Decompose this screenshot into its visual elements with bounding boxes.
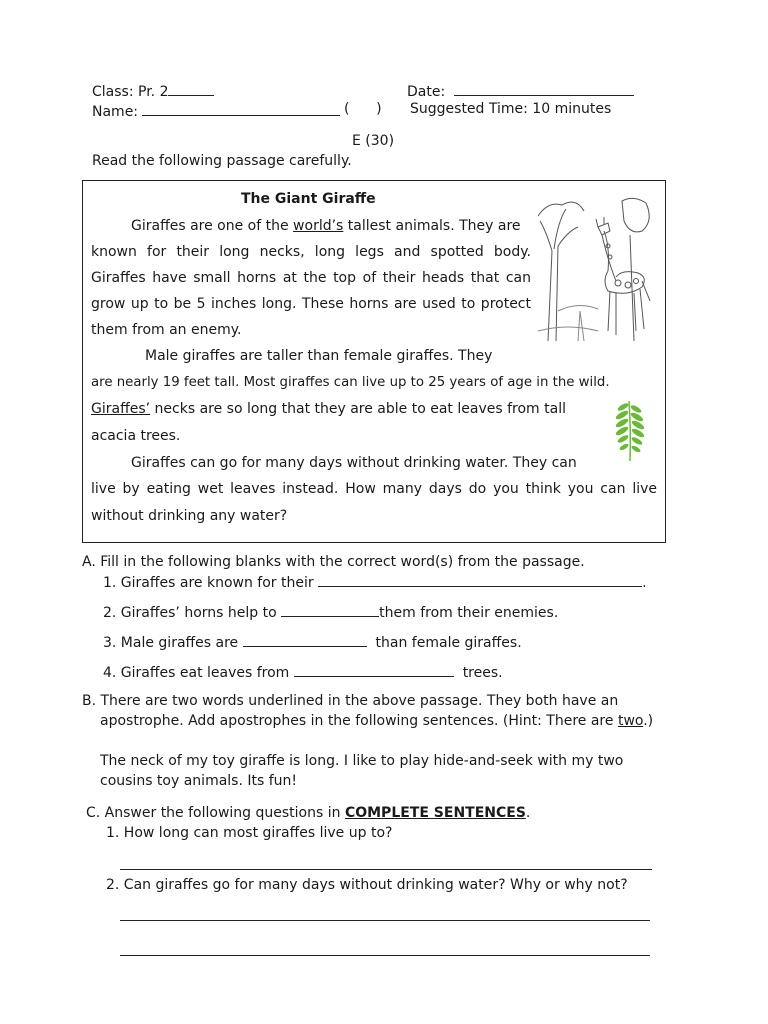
underlined-worlds: world’s [293, 218, 344, 234]
passage-line-4: grow up to be 5 inches long. These horns are used to protect [91, 296, 531, 312]
section-b-line-1: B. There are two words underlined in the above passage. They both have an [82, 693, 619, 709]
passage-box [82, 180, 666, 543]
name-blank[interactable] [142, 101, 340, 116]
section-c-heading: C. Answer the following questions in COMPLETE SENTENCES. [86, 805, 531, 821]
question-a2: 2. Giraffes’ horns help to them from their enemies. [103, 605, 559, 621]
passage-line-11: live by eating wet leaves instead. How many days do you think you can live [91, 481, 657, 497]
acacia-leaf-icon [613, 399, 647, 463]
answer-line-c2b[interactable] [120, 955, 650, 956]
answer-blank-a3[interactable] [243, 634, 367, 647]
class-label: Class: Pr. 2 [92, 81, 214, 100]
class-blank[interactable] [168, 81, 214, 96]
worksheet-code: E (30) [352, 133, 395, 149]
answer-blank-a1[interactable] [318, 574, 642, 587]
answer-blank-a4[interactable] [294, 664, 454, 677]
question-a4: 4. Giraffes eat leaves from trees. [103, 665, 503, 681]
passage-line-1: Giraffes are one of the world’s tallest animals. They are [131, 218, 521, 234]
name-label: Name: [92, 101, 340, 120]
suggested-time: Suggested Time: 10 minutes [410, 101, 612, 117]
underlined-two: two [617, 713, 644, 729]
underlined-giraffes: Giraffes’ [91, 401, 151, 417]
answer-blank-a2[interactable] [281, 604, 379, 617]
passage-line-12: without drinking any water? [91, 508, 288, 524]
section-b-line-2: apostrophe. Add apostrophes in the following sentences. (Hint: There are two.) [100, 713, 654, 729]
question-c1: 1. How long can most giraffes live up to? [106, 825, 393, 841]
class-number-paren: ( ) [344, 101, 382, 117]
giraffe-illustration [538, 191, 656, 341]
passage-line-7: are nearly 19 feet tall. Most giraffes can live up to 25 years of age in the wild. [91, 375, 610, 390]
passage-line-9: acacia trees. [91, 428, 181, 444]
answer-line-c2a[interactable] [120, 920, 650, 921]
date-blank[interactable] [454, 81, 634, 96]
question-a1: 1. Giraffes are known for their . [103, 575, 647, 591]
passage-title: The Giant Giraffe [241, 191, 376, 207]
answer-line-c1[interactable] [120, 869, 652, 870]
question-a3: 3. Male giraffes are than female giraffes. [103, 635, 522, 651]
section-b-sentence-1: The neck of my toy giraffe is long. I like to play hide-and-seek with my two [100, 753, 624, 769]
section-a-heading: A. Fill in the following blanks with the correct word(s) from the passage. [82, 554, 585, 570]
section-b-sentence-2: cousins toy animals. Its fun! [100, 773, 298, 789]
passage-line-10: Giraffes can go for many days without drinking water. They can [131, 455, 577, 471]
date-label: Date: [407, 81, 634, 100]
passage-line-6: Male giraffes are taller than female giraffes. They [145, 348, 493, 364]
passage-line-3: Giraffes have small horns at the top of their heads that can [91, 270, 531, 286]
passage-line-2: known for their long necks, long legs and spotted body. [91, 244, 531, 260]
instruction: Read the following passage carefully. [92, 153, 352, 169]
passage-line-5: them from an enemy. [91, 322, 242, 338]
passage-line-8: Giraffes’ necks are so long that they are able to eat leaves from tall [91, 401, 566, 417]
question-c2: 2. Can giraffes go for many days without drinking water? Why or why not? [106, 877, 628, 893]
